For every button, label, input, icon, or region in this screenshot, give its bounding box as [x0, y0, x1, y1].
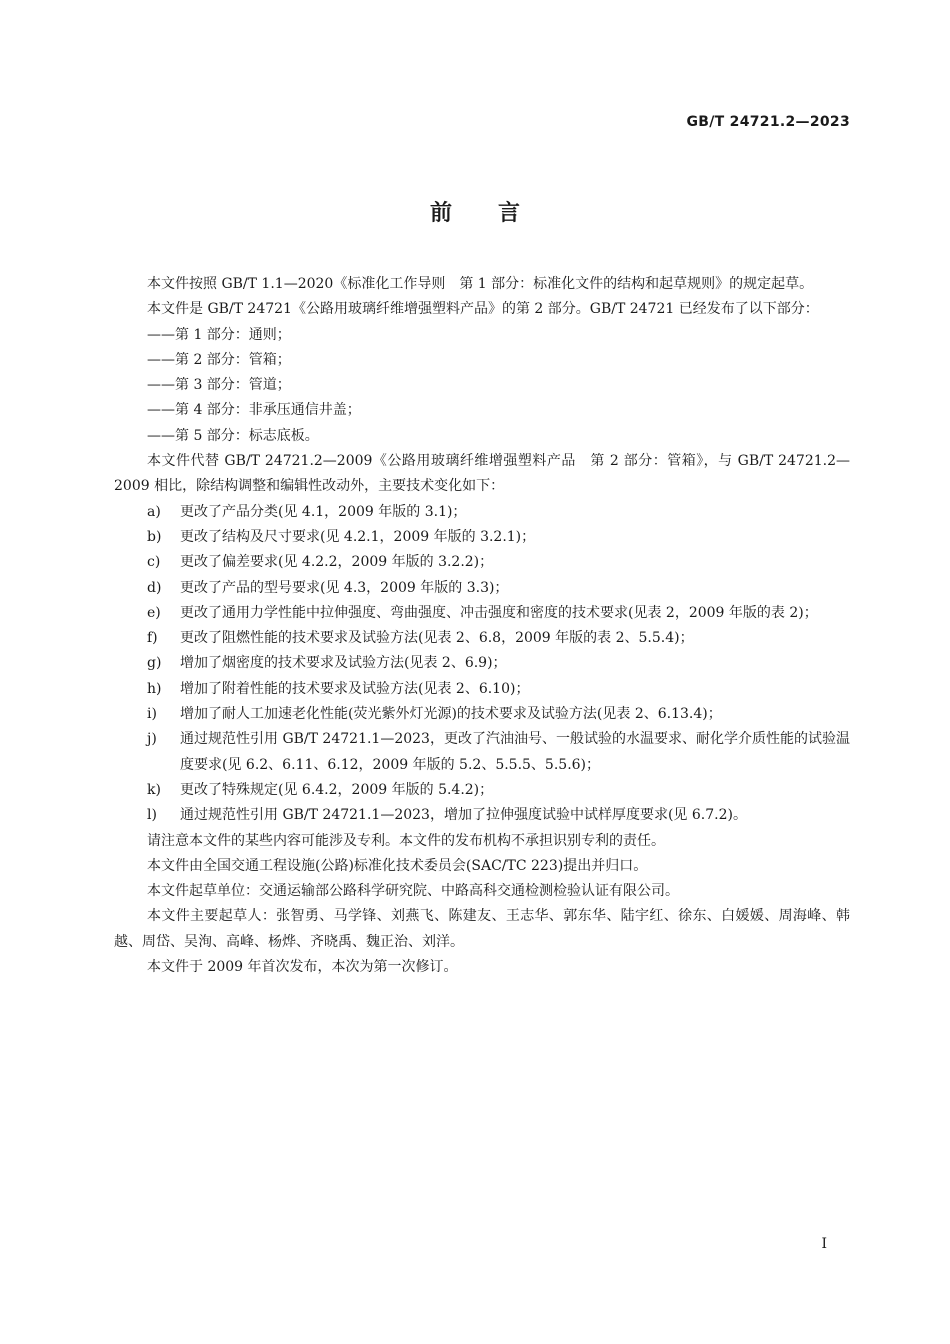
- change-item: [114, 727, 850, 778]
- parts-list: [114, 323, 850, 449]
- foreword-body: [114, 272, 850, 980]
- standard-number: GB/T 24721.2—2023: [686, 114, 850, 130]
- change-item: [114, 525, 850, 550]
- item-text: 增加了耐人工加速老化性能(荧光紫外灯光源)的技术要求及试验方法(见表 2、6.13.4)；: [180, 706, 722, 723]
- item-marker: l): [147, 807, 157, 824]
- change-item: [114, 626, 850, 651]
- change-item: [114, 677, 850, 702]
- item-marker: d): [147, 579, 162, 596]
- paragraph-drafting-rules: 本文件按照 GB/T 1.1—2020《标准化工作导则 第 1 部分：标准化文件的结构和起草规则》的规定起草。: [147, 276, 814, 292]
- page-number: I: [821, 1236, 827, 1252]
- item-marker: g): [147, 655, 162, 672]
- change-item: [114, 651, 850, 676]
- paragraph-history: 本文件于 2009 年首次发布，本次为第一次修订。: [147, 959, 458, 976]
- change-item: [114, 702, 850, 727]
- item-text: 更改了产品分类(见 4.1，2009 年版的 3.1)；: [180, 503, 467, 520]
- change-item: [114, 778, 850, 803]
- item-marker: a): [147, 503, 161, 520]
- item-text: 更改了通用力学性能中拉伸强度、弯曲强度、冲击强度和密度的技术要求(见表 2，2009 年版的表 2)；: [180, 604, 818, 621]
- item-text: 更改了产品的型号要求(见 4.3，2009 年版的 3.3)；: [180, 579, 509, 596]
- item-marker: f): [147, 630, 158, 647]
- paragraph-series: 本文件是 GB/T 24721《公路用玻璃纤维增强塑料产品》的第 2 部分。GB/T 24721 已经发布了以下部分：: [147, 301, 819, 318]
- item-marker: c): [147, 554, 161, 571]
- list-item: ——第 3 部分：管道；: [147, 377, 291, 394]
- item-marker: e): [147, 604, 161, 621]
- item-marker: h): [147, 680, 162, 697]
- change-item: [114, 803, 850, 828]
- list-item: ——第 4 部分：非承压通信井盖；: [147, 402, 361, 419]
- change-item: [114, 601, 850, 626]
- changes-list: [114, 500, 850, 829]
- item-text: 增加了烟密度的技术要求及试验方法(见表 2、6.9)；: [180, 655, 507, 672]
- item-text: 更改了结构及尺寸要求(见 4.2.1，2009 年版的 3.2.1)；: [180, 528, 536, 545]
- list-item: ——第 2 部分：管箱；: [147, 351, 291, 368]
- item-marker: k): [147, 781, 161, 798]
- item-text: 通过规范性引用 GB/T 24721.1—2023，增加了拉伸强度试验中试样厚度要求(见 6.7.2)。: [180, 807, 747, 824]
- paragraph-patent-notice: 请注意本文件的某些内容可能涉及专利。本文件的发布机构不承担识别专利的责任。: [147, 832, 665, 849]
- paragraph-drafters: 本文件主要起草人：张智勇、马学锋、刘燕飞、陈建友、王志华、郭东华、陆宇红、徐东、白媛媛、周海峰、韩越、周岱、吴洵、高峰、杨烨、齐晓禹、魏正治、刘洋。: [114, 908, 850, 950]
- item-text: 通过规范性引用 GB/T 24721.1—2023，更改了汽油油号、一般试验的水温要求、耐化学介质性能的试验温度要求(见 6.2、6.11、6.12，2009 年版的 5.2、5.5.5、5.5.6)；: [180, 731, 850, 773]
- list-item: ——第 5 部分：标志底板。: [147, 427, 319, 444]
- item-text: 增加了附着性能的技术要求及试验方法(见表 2、6.10)；: [180, 680, 530, 697]
- change-item: [114, 576, 850, 601]
- paragraph-committee: 本文件由全国交通工程设施(公路)标准化技术委员会(SAC/TC 223)提出并归口。: [147, 857, 648, 874]
- list-item: ——第 1 部分：通则；: [147, 326, 291, 343]
- item-text: 更改了特殊规定(见 6.4.2，2009 年版的 5.4.2)；: [180, 781, 494, 798]
- item-text: 更改了阻燃性能的技术要求及试验方法(见表 2、6.8，2009 年版的表 2、5.5.4)；: [180, 630, 694, 647]
- item-marker: i): [147, 706, 157, 723]
- change-item: [114, 500, 850, 525]
- item-marker: j): [147, 731, 157, 748]
- paragraph-drafting-units: 本文件起草单位：交通运输部公路科学研究院、中路高科交通检测检验认证有限公司。: [147, 883, 679, 900]
- item-marker: b): [147, 528, 162, 545]
- change-item: [114, 550, 850, 575]
- item-text: 更改了偏差要求(见 4.2.2，2009 年版的 3.2.2)；: [180, 554, 494, 571]
- page-title: 前言: [429, 201, 566, 226]
- paragraph-replacement: 本文件代替 GB/T 24721.2—2009《公路用玻璃纤维增强塑料产品 第 2 部分：管箱》，与 GB/T 24721.2—2009 相比，除结构调整和编辑性改动外，主要技术变化如下：: [114, 453, 850, 495]
